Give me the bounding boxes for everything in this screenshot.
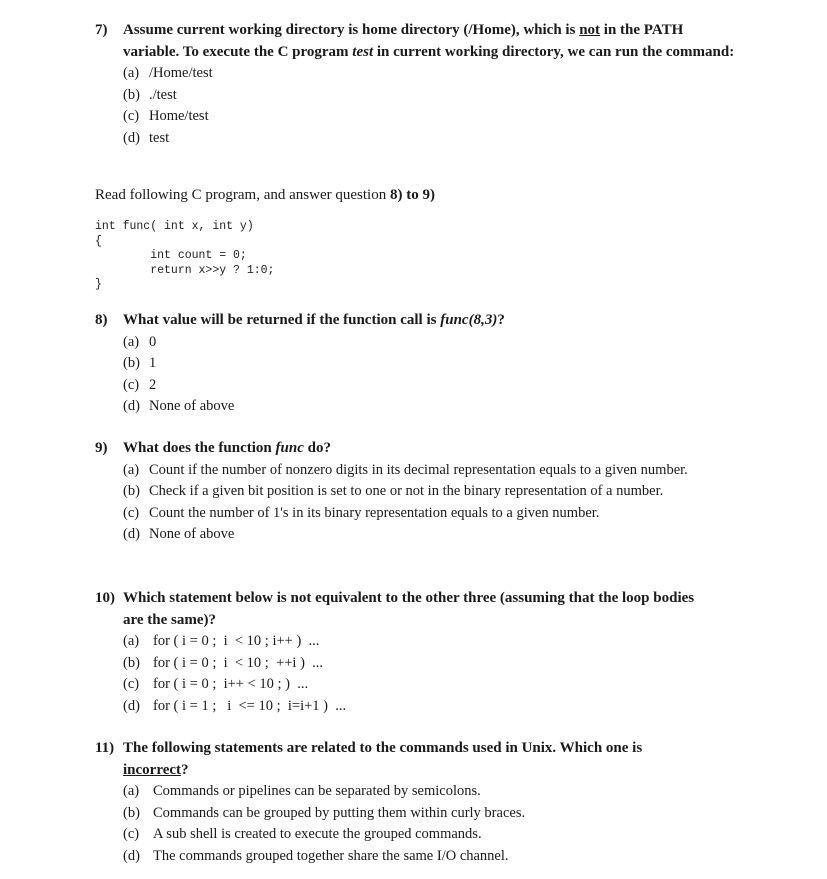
function-name: func xyxy=(275,440,304,456)
option-d: (d) None of above xyxy=(123,398,235,414)
question-9-text: 9) What does the function func do? xyxy=(95,438,745,460)
question-range: 8) to 9) xyxy=(389,187,435,203)
code-line: return x>>y ? 1:0; xyxy=(95,263,275,277)
question-11-text: 11) The following statements are related to the commands used in Unix. Which one is incorrect? xyxy=(95,740,643,778)
option-c: (c) A sub shell is created to execute the grouped commands. xyxy=(123,826,482,842)
question-number: 11) xyxy=(95,740,115,756)
section-intro: Read following C program, and answer question 8) to 9) xyxy=(95,187,435,203)
code-line: int count = 0; xyxy=(95,249,247,262)
question-8 xyxy=(95,310,735,418)
program-name: test xyxy=(352,43,374,60)
option-b: (b) 1 xyxy=(123,355,157,371)
emphasis-not: not xyxy=(579,22,601,38)
question-10 xyxy=(95,588,695,717)
question-number: 7) xyxy=(95,22,108,38)
option-c: (c) Count the number of 1's in its binary representation equals to a given number. xyxy=(123,504,600,521)
option-a: (a) 0 xyxy=(123,333,157,350)
option-b: (b) ./test xyxy=(123,86,177,103)
option-d: (d) test xyxy=(123,129,170,146)
option-d: (d) None of above xyxy=(123,526,235,542)
option-b: (b) Check if a given bit position is set to one or not in the binary representation of a number. xyxy=(123,483,664,499)
option-b: (b) Commands can be grouped by putting them within curly braces. xyxy=(123,804,526,821)
question-number: 9) xyxy=(95,440,108,456)
option-c: (c) Home/test xyxy=(123,108,209,124)
option-a: (a) Commands or pipelines can be separated by semicolons. xyxy=(123,783,481,799)
option-c: (c) 2 xyxy=(123,376,157,393)
question-8-text: 8) What value will be returned if the function call is func(8,3)? xyxy=(95,310,735,332)
option-d: (d) for ( i = 1 ; i <= 10 ; i=i+1 ) ... xyxy=(123,697,347,714)
question-number: 8) xyxy=(95,312,108,328)
option-a: (a) Count if the number of nonzero digits in its decimal representation equals to a given number. xyxy=(123,461,688,478)
question-number: 10) xyxy=(95,590,115,606)
question-11 xyxy=(95,738,700,867)
option-d: (d) The commands grouped together share the same I/O channel. xyxy=(123,847,509,864)
option-c: (c) for ( i = 0 ; i++ < 10 ; ) ... xyxy=(123,676,309,692)
code-block xyxy=(95,220,274,293)
code-line: int func( int x, int y) xyxy=(95,220,254,233)
question-10-text: 10) Which statement below is not equivalent to the other three (assuming that the loop bodies are the same)? xyxy=(95,590,695,628)
question-9 xyxy=(95,438,745,546)
emphasis-incorrect: incorrect xyxy=(123,761,182,778)
option-a: (a) /Home/test xyxy=(123,65,213,81)
code-line: } xyxy=(95,278,102,291)
question-7-text: 7) Assume current working directory is home directory (/Home), which is not in the PATH variable. To execute the C program test in current working directory, we can run the command: xyxy=(95,22,735,60)
code-line: { xyxy=(95,234,102,248)
question-7 xyxy=(95,20,735,149)
function-call: func(8,3) xyxy=(440,312,498,328)
option-b: (b) for ( i = 0 ; i < 10 ; ++i ) ... xyxy=(123,654,324,671)
option-a: (a) for ( i = 0 ; i < 10 ; i++ ) ... xyxy=(123,633,320,649)
